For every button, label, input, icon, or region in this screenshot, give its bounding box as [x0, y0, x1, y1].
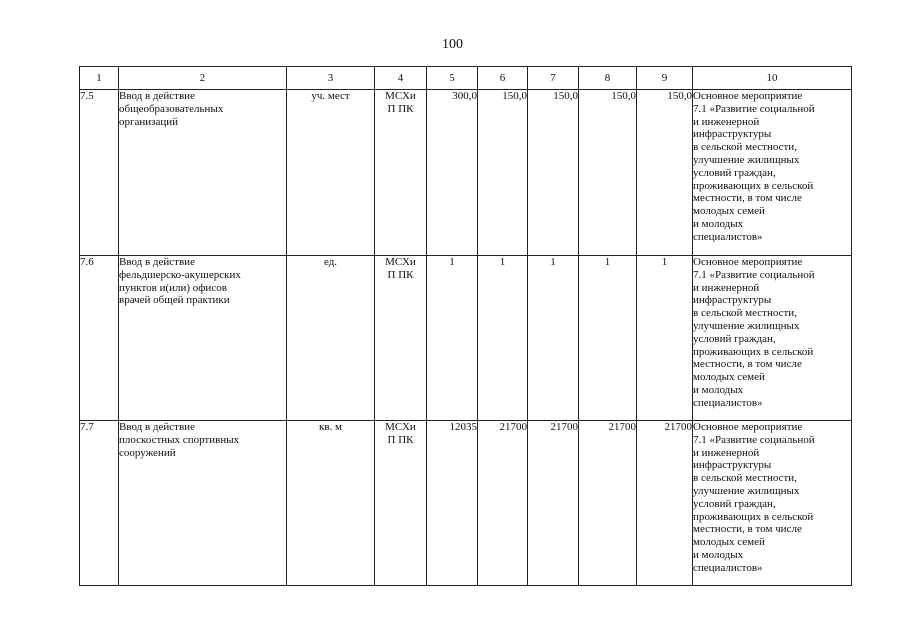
executor — [375, 256, 427, 421]
executor — [375, 421, 427, 586]
related-measure-text: Основное мероприятие 7.1 «Развитие социальной и инженерной инфраструктуры в сельской местности, улучшение жилищных условий граждан, проживающих в сельской местности, в том числе молодых семей и молодых специалистов» — [693, 421, 815, 574]
indicator-name-text: Ввод в действие плоскостных спортивных сооружений — [119, 421, 240, 459]
column-header: 1 — [80, 67, 119, 90]
indicator-name — [119, 256, 287, 421]
row-number: 7.6 — [80, 256, 119, 421]
value-col-5: 300,0 — [427, 90, 478, 256]
value-col-9: 150,0 — [637, 90, 693, 256]
table-row — [80, 90, 852, 256]
value-col-8: 1 — [579, 256, 637, 421]
column-header: 8 — [579, 67, 637, 90]
indicator-name — [119, 90, 287, 256]
indicator-name — [119, 421, 287, 586]
column-header: 9 — [637, 67, 693, 90]
value-col-5: 1 — [427, 256, 478, 421]
related-measure — [693, 90, 852, 256]
value-col-8: 21700 — [579, 421, 637, 586]
value-col-7: 1 — [528, 256, 579, 421]
table-row — [80, 256, 852, 421]
row-number: 7.7 — [80, 421, 119, 586]
column-header: 6 — [478, 67, 528, 90]
unit-of-measure: уч. мест — [287, 90, 375, 256]
value-col-7: 21700 — [528, 421, 579, 586]
unit-of-measure: кв. м — [287, 421, 375, 586]
value-col-7: 150,0 — [528, 90, 579, 256]
indicators-table — [79, 66, 852, 586]
executor-text: МСХи П ПК — [385, 421, 416, 446]
column-header: 5 — [427, 67, 478, 90]
value-col-9: 21700 — [637, 421, 693, 586]
related-measure-text: Основное мероприятие 7.1 «Развитие социальной и инженерной инфраструктуры в сельской местности, улучшение жилищных условий граждан, проживающих в сельской местности, в том числе молодых семей и молодых специалистов» — [693, 90, 815, 243]
indicator-name-text: Ввод в действие фельдшерско-акушерских пунктов и(или) офисов врачей общей практики — [119, 256, 241, 307]
unit-of-measure: ед. — [287, 256, 375, 421]
page-number: 100 — [442, 37, 463, 52]
related-measure-text: Основное мероприятие 7.1 «Развитие социальной и инженерной инфраструктуры в сельской местности, улучшение жилищных условий граждан, проживающих в сельской местности, в том числе молодых семей и молодых специалистов» — [693, 256, 815, 409]
executor-text: МСХи П ПК — [385, 90, 416, 115]
value-col-5: 12035 — [427, 421, 478, 586]
executor — [375, 90, 427, 256]
column-header: 2 — [119, 67, 287, 90]
executor-text: МСХи П ПК — [385, 256, 416, 281]
indicator-name-text: Ввод в действие общеобразовательных организаций — [119, 90, 224, 128]
row-number: 7.5 — [80, 90, 119, 256]
column-header: 7 — [528, 67, 579, 90]
column-header: 3 — [287, 67, 375, 90]
value-col-6: 21700 — [478, 421, 528, 586]
value-col-9: 1 — [637, 256, 693, 421]
value-col-8: 150,0 — [579, 90, 637, 256]
value-col-6: 150,0 — [478, 90, 528, 256]
related-measure — [693, 256, 852, 421]
table-header-row — [80, 67, 852, 90]
column-header: 10 — [693, 67, 852, 90]
value-col-6: 1 — [478, 256, 528, 421]
table-row — [80, 421, 852, 586]
related-measure — [693, 421, 852, 586]
column-header: 4 — [375, 67, 427, 90]
